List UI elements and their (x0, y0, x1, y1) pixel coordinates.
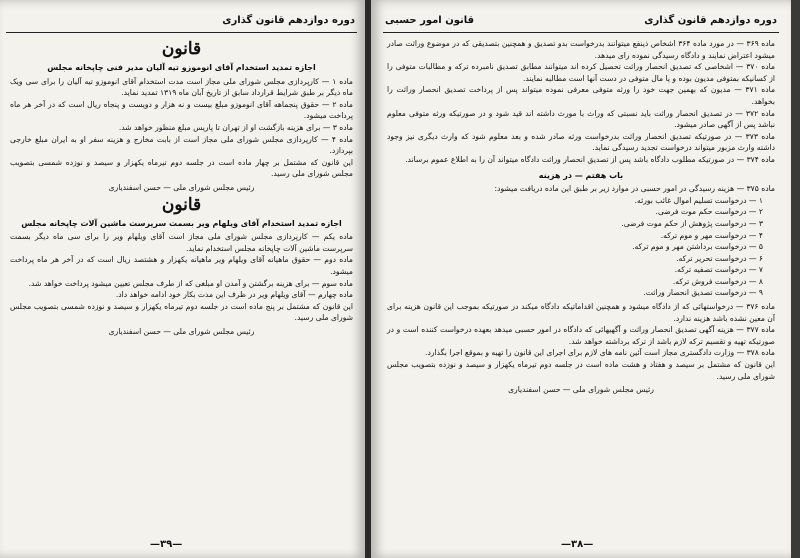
right-page (371, 0, 791, 558)
list-item: ۳ — درخواست پژوهش از حکم موت فرضی. (621, 218, 763, 228)
article-378: ماده ۳۷۸ — وزارت دادگستری مجاز است آئین نامه های لازم برای اجرای این قانون را تهیه و بموقع اجرا بگذارد. (425, 348, 775, 358)
law2-article-4: ماده چهارم — آقای ویلهام ویر در ظرف این مدت بکار خود ادامه خواهد داد. (115, 290, 353, 300)
book-edge (791, 0, 800, 558)
left-page-header (8, 8, 355, 32)
article-374: ماده ۳۷۴ — در صورتیکه مطلوب دادگاه باشد پس از تصدیق انحصار وراثت دادگاه میتواند آن را به اطلاع عموم برساند. (405, 154, 775, 164)
right-page-header (385, 8, 777, 32)
list-item: ۷ — درخواست تصفیه ترکه. (674, 265, 763, 275)
list-item: ۸ — درخواست فروش ترکه. (672, 276, 763, 286)
fee-list (387, 195, 775, 299)
law2-closing: این قانون که مشتمل بر پنج ماده است در جلسه دوم تیرماه یکهزار و سیصد و نوزده شمسی بتصویب مجلس شورای ملی رسید. (10, 301, 353, 323)
right-signature: رئیس مجلس شورای ملی — حسن اسفندیاری (508, 385, 654, 395)
list-item: ۴ — درخواست مهر و موم ترکه. (660, 230, 763, 240)
law1-article-4: ماده ۴ — کارپردازی مجلس شورای ملی مجاز است از بابت مخارج و هزینه سفر او به ایران مبلغ خارجی بپردازد. (10, 134, 354, 156)
law1-signature: رئیس مجلس شورای ملی — حسن اسفندیاری (108, 182, 255, 192)
left-page (0, 0, 365, 558)
article-371: ماده ۳۷۱ — مدیون که بهمین جهت خود را ورثه متوفی معرفی نموده میتواند پس از پرداخت تصدیق انحصار وراثت را بخواهد. (387, 85, 776, 106)
right-header-left: قانون امور حسبی (385, 14, 475, 26)
law1-closing: این قانون که مشتمل بر چهار ماده است در جلسه دوم تیرماه یکهزار و سیصد و نوزده شمسی بتصویب مجلس شورای ملی رسید. (10, 157, 353, 179)
law2-subtitle: اجازه تمدید استخدام آقای ویلهام ویر بسمت سرپرست ماشین آلات چاپخانه مجلس (21, 218, 342, 228)
list-item: ۹ — درخواست تصدیق انحصار وراثت. (643, 288, 763, 298)
law2-article-3: ماده سوم — برای هزینه برگشتن و آمدن او مبلغی که از طرف مجلس تعیین میشود پرداخت خواهد شد. (28, 278, 353, 288)
left-header-right: دوره دوازدهم قانون گذاری (222, 14, 355, 26)
article-369: ماده ۳۶۹ — در مورد ماده ۳۶۴ اشخاص ذینفع میتوانند بدرخواست بدو تصدیق و همچنین بتصدیقی که در موضوع وراثت صادر میشود اعتراض نمایند و دادگاه رسیدگی نموده رای میدهد. (387, 39, 775, 60)
right-closing: این قانون که مشتمل بر سیصد و هفتاد و هشت ماده است در جلسه دوم تیرماه یکهزار و سیصد و نوزده بتصویب مجلس شورای ملی رسید. (387, 360, 775, 381)
article-375: ماده ۳۷۵ — هزینه رسیدگی در امور حسبی در موارد زیر بر طبق این ماده دریافت میشود: (494, 184, 775, 194)
law2-article-1: ماده یکم — کارپردازی مجلس شورای ملی مجاز است آقای ویلهام ویر را برای سی ماه دیگر بسمت سرپرست ماشین آلات چاپخانه مجلس استخدام نماید. (10, 232, 353, 253)
law2-article-2: ماده دوم — حقوق ماهیانه آقای ویلهام ویر ماهیانه یکهزار و هشتصد ریال است که در آخر هر ماه پرداخت میشود. (10, 255, 353, 276)
right-page-number: —۳۸— (561, 539, 594, 550)
law2-signature: رئیس مجلس شورای ملی — حسن اسفندیاری (108, 326, 255, 336)
article-370: ماده ۳۷۰ — اشخاصی که تصدیق انحصار وراثت تحصیل کرده اند میتوانند مطابق تصدیق نامبرده ترکه و مطالبات متوفی را از کسانیکه بمتوفی مدیون بوده و یا مال متوفی در دست آنها است مطالبه نمایند. (387, 62, 775, 83)
right-header-right: دوره دوازدهم قانون گذاری (644, 14, 777, 26)
left-page-number: —۳۹— (150, 539, 183, 550)
right-page-content (387, 38, 775, 396)
article-372: ماده ۳۷۲ — در تصدیق انحصار وراثت باید نسبتی که وراث با مورث داشته اند قید شود و در صورتیکه ورثه متوفی معلوم نباشد پس از آگهی صادر میشود. (387, 108, 775, 130)
law2-title: قانون (161, 194, 202, 215)
article-377: ماده ۳۷۷ — هزینه آگهی تصدیق انحصار وراثت و آگهیهائی که دادگاه در امور حسبی میدهد بعهده درخواست کننده است و در صورتیکه تهیه و تقسیم ترکه لازم باشد از ترکه برداشته خواهد شد. (387, 325, 775, 346)
list-item: ۲ — درخواست حکم موت فرضی. (655, 207, 763, 217)
left-page-content (10, 38, 353, 337)
law1-subtitle: اجازه تمدید استخدام آقای انوموزو تیه آلیان مدیر فنی چاپخانه مجلس (47, 63, 316, 72)
chapter-heading: باب هفتم — در هزینه (538, 170, 624, 180)
list-item: ۵ — درخواست برداشتن مهر و موم ترکه. (632, 242, 763, 252)
law1-article-2: ماده ۲ — حقوق پنجماهه آقای انوموزو مبلغ بیست و نه هزار و دویست و پنجاه ریال است که در آخر هر ماه پرداخت میشود. (10, 99, 354, 121)
left-header-rule (6, 32, 357, 33)
article-373: ماده ۳۷۳ — در صورتیکه تصدیق انحصار وراثت بدرخواست ورثه صادر شده و بعد معلوم شود که وارث دیگری نیز وجود داشته وارث مزبور میتواند درخواست تجدید رسیدگی نماید. (387, 131, 775, 153)
list-item: ۶ — درخواست تحریر ترکه. (676, 253, 763, 263)
right-header-rule (383, 32, 779, 33)
article-376: ماده ۳۷۶ — درخواستهائی که از دادگاه میشود و همچنین اقداماتیکه دادگاه میکند در صورتیکه بموجب این قانون هزینه برای آن معین نشده باشد هزینه ندارد. (387, 302, 775, 323)
law1-article-3: ماده ۳ — برای هزینه بازگشت او از تهران تا پاریس مبلغ منظور خواهد شد. (118, 122, 353, 132)
law1-article-1: ماده ۱ — کارپردازی مجلس شورای ملی مجاز است مدت استخدام آقای انوموزو تیه آلیان را برای سی ویک ماه دیگر بر طبق شرایط قرارداد سابق از تاریخ آبان ماه ۱۳۱۹ تمدید نماید. (10, 76, 354, 98)
list-item: ۱ — درخواست تسلیم اموال غائب بورثه. (634, 195, 763, 205)
law1-title: قانون (161, 39, 202, 59)
